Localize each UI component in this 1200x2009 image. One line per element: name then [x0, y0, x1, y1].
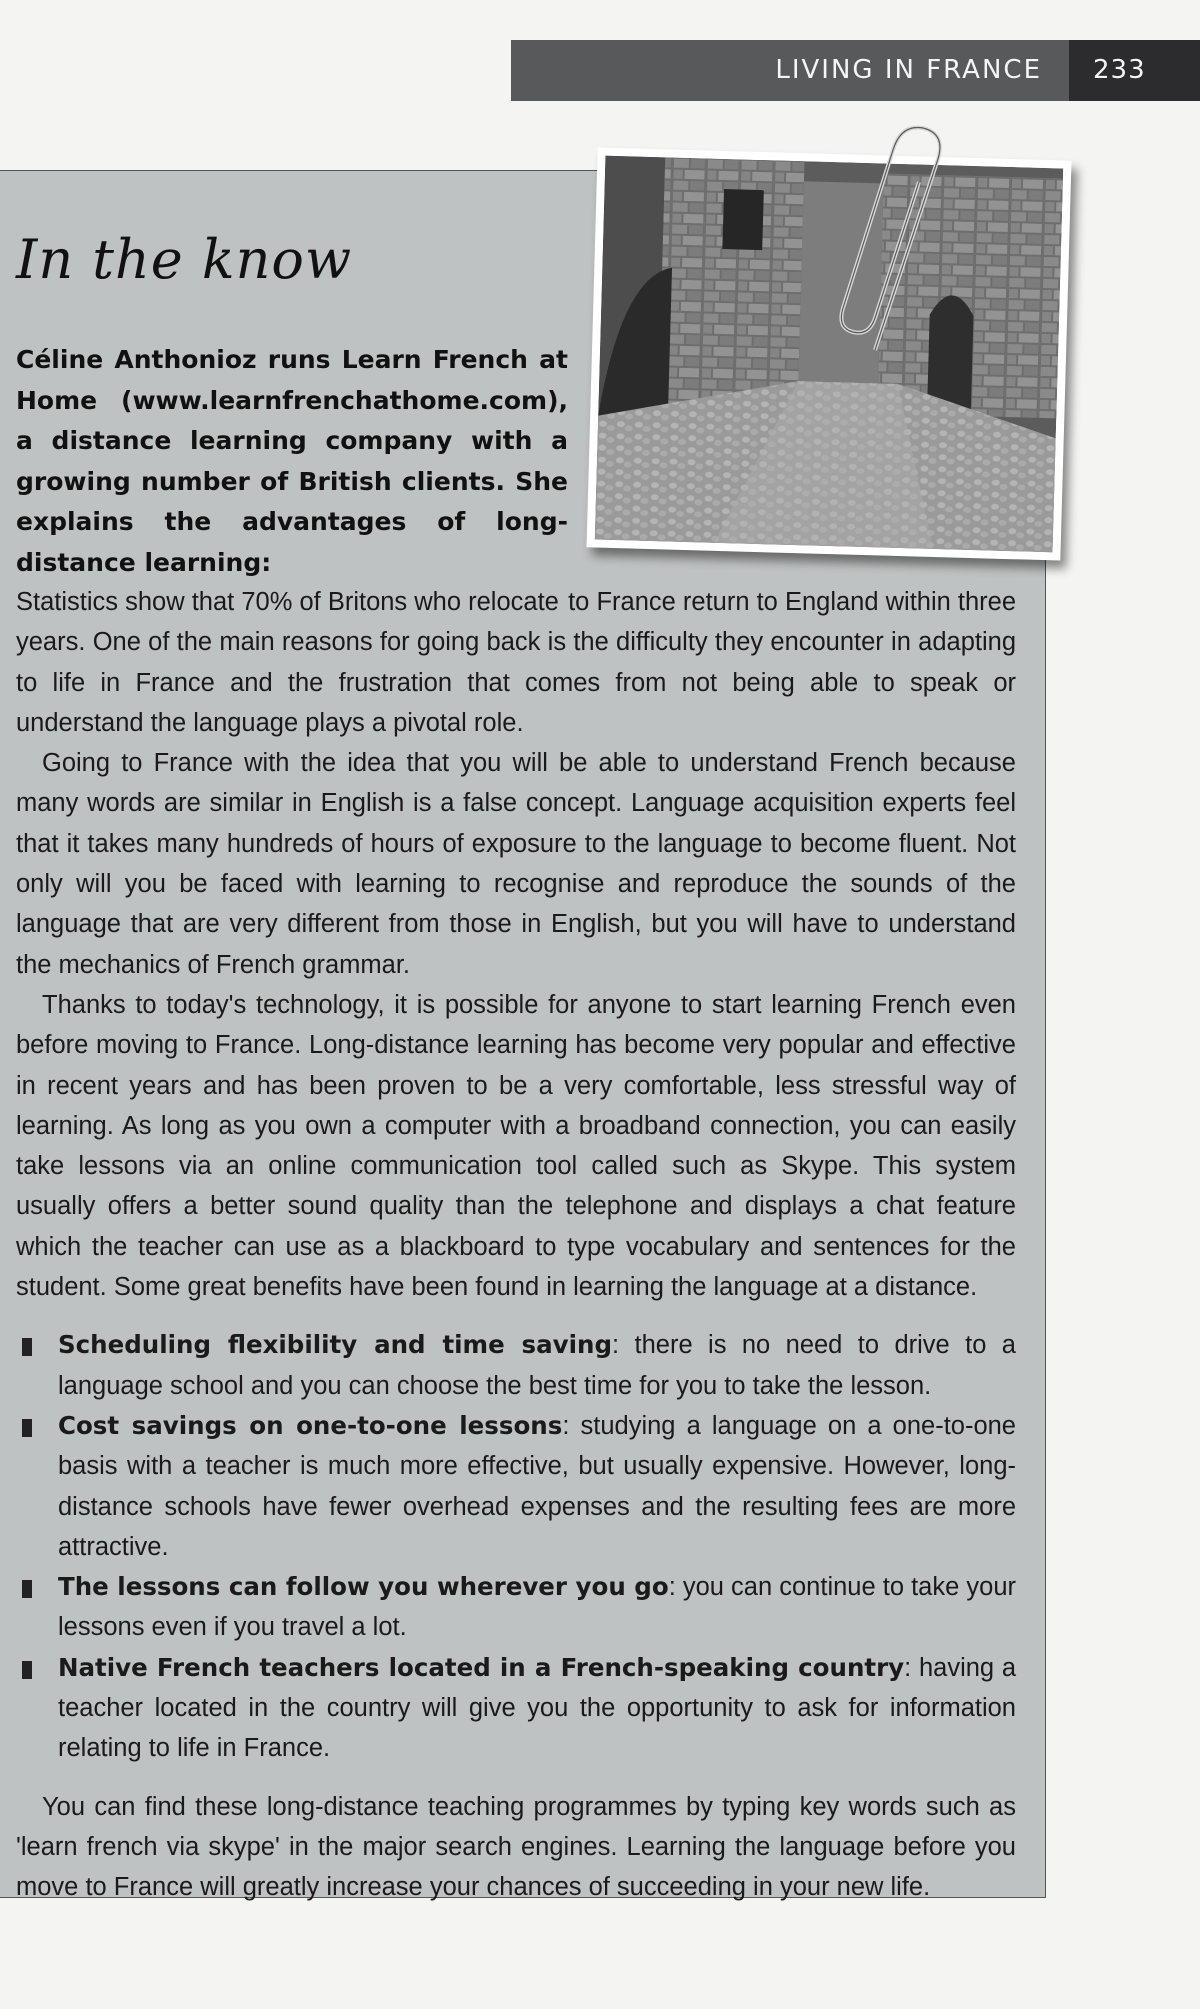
bullet-square-icon	[22, 1419, 32, 1437]
feature-heading: In the know	[16, 228, 353, 291]
bullet-square-icon	[22, 1661, 32, 1679]
page-number: 233	[1093, 55, 1146, 85]
article-body	[16, 582, 1016, 1908]
closing-paragraph: You can find these long-distance teaching programmes by typing key words such as 'learn french via skype' in the major search engines. Learning the language before you move to France will greatly increase your chances of succeeding in your new life.	[16, 1792, 1016, 1902]
paragraph-2: Going to France with the idea that you will be able to understand French because many words are similar in English is a false concept. Language acquisition experts feel that it takes many hundreds of hours of exposure to the language to become fluent. Not only will you be faced with learning to recognise and reproduce the sounds of the language that are very different from those in English, but you will have to understand the mechanics of French grammar.	[16, 749, 1016, 979]
paperclip-icon	[815, 122, 965, 362]
benefits-list	[16, 1325, 1016, 1768]
section-title: LIVING IN FRANCE	[775, 55, 1042, 85]
list-item: Scheduling flexibility and time saving: there is no need to drive to a language school and you can choose the best time for you to take the lesson.	[16, 1325, 1016, 1406]
paragraph-3: Thanks to today's technology, it is possible for anyone to start learning French even before moving to France. Long-distance learning has become very popular and effective in recent years and has been proven to be a very comfortable, less stressful way of learning. As long as you own a computer with a broadband connection, you can easily take lessons via an online communication tool called such as Skype. This system usually offers a better sound quality than the telephone and displays a chat feature which the teacher can use as a blackboard to type vocabulary and sentences for the student. Some great benefits have been found in learning the language at a distance.	[16, 990, 1016, 1302]
feature-intro: Céline Anthonioz runs Learn French at Home (www.learnfrenchathome.com), a distance learning company with a growing number of British clients. She explains the advantages of long-distance learning:	[16, 345, 568, 577]
paragraph-1: Statistics show that 70% of Britons who relocate to France return to England within three years. One of the main reasons for going back is the difficulty they encounter in adapting to life in France and the frustration that comes from not being able to speak or understand the language plays a pivotal role.	[16, 588, 1017, 737]
page-number-box	[1069, 40, 1200, 101]
list-item: Cost savings on one-to-one lessons: studying a language on a one-to-one basis with a teacher is much more effective, but usually expensive. However, long-distance schools have fewer overhead expenses and the resulting fees are more attractive.	[16, 1406, 1016, 1567]
list-item: The lessons can follow you wherever you go: you can continue to take your lessons even if you travel a lot.	[16, 1567, 1016, 1648]
bullet-square-icon	[22, 1338, 32, 1356]
running-head	[511, 40, 1200, 101]
list-item: Native French teachers located in a French-speaking country: having a teacher located in the country will give you the opportunity to ask for information relating to life in France.	[16, 1648, 1016, 1769]
bullet-square-icon	[22, 1580, 32, 1598]
